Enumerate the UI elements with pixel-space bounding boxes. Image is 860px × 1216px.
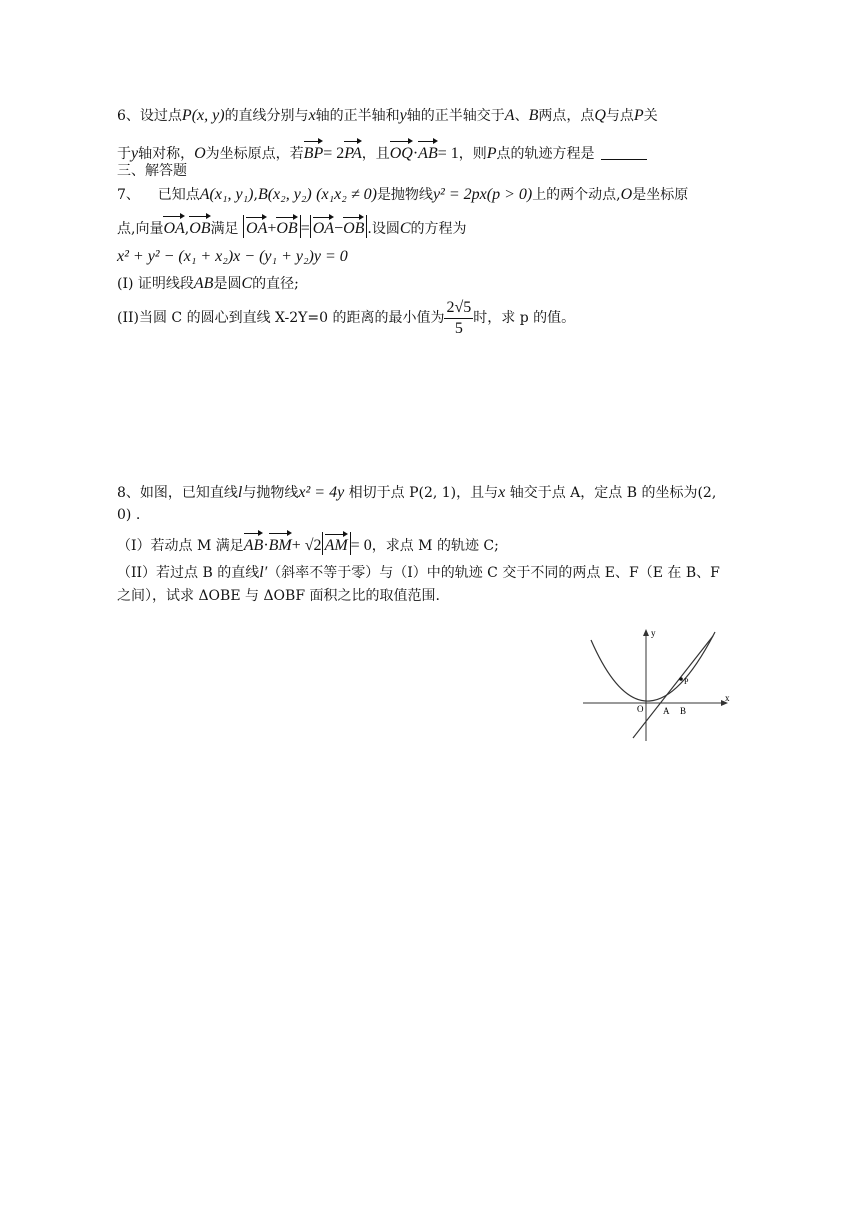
q7-text: 的直径; xyxy=(252,276,299,292)
q6-var-o: O xyxy=(194,145,206,162)
q6-text: 为坐标原点，若 xyxy=(205,146,304,162)
q7-number: 7、 xyxy=(117,187,140,203)
q7-line-1 xyxy=(117,185,688,205)
q6-var-y: y xyxy=(399,107,407,124)
q7-part-1 xyxy=(117,274,299,294)
q8-line-2: 0) . xyxy=(117,507,141,523)
vector-bp: BP xyxy=(304,139,324,164)
q7-text: 满足 xyxy=(210,221,239,237)
q7-text: 上的两个动点, xyxy=(532,187,621,203)
q7-var-o: O xyxy=(620,186,633,203)
vector-oq: OQ xyxy=(390,139,413,164)
q7-text: .设圆 xyxy=(367,221,400,237)
q6-var-x: x xyxy=(308,107,316,124)
vector-am: AM xyxy=(325,532,348,555)
q7-line-2 xyxy=(117,214,467,239)
segment-ab: AB xyxy=(193,275,214,292)
q6-var-p: P xyxy=(633,107,644,124)
q8-text: 相切于点 P(2, 1)，且与 xyxy=(348,485,499,501)
q7-condition: (x₁x₂ ≠ 0) xyxy=(316,186,377,203)
label-b: B xyxy=(680,706,687,716)
q6-var-p: P xyxy=(486,145,497,162)
dot-operator: · xyxy=(263,537,269,554)
q6-text: 于 xyxy=(117,146,131,162)
fraction xyxy=(444,298,473,339)
fraction-denominator: 5 xyxy=(454,319,463,337)
q7-text: 是坐标原 xyxy=(632,187,689,203)
q6-coords: (x, y) xyxy=(191,107,225,124)
vector-ob: OB xyxy=(189,214,210,239)
minus-operator: − xyxy=(334,220,344,237)
q8-part-1 xyxy=(117,531,499,556)
q6-text: 6、设过点 xyxy=(117,108,182,124)
line-l-prime: l′ xyxy=(259,564,268,581)
q8-text: 轴交于点 A，定点 B 的坐标为(2, xyxy=(509,485,717,501)
q8-text: 与抛物线 xyxy=(242,485,299,501)
q6-text: 轴对称， xyxy=(138,146,195,162)
vector-ob: OB xyxy=(343,215,364,238)
vector-pa: PA xyxy=(344,139,361,164)
q7-text: (I) 证明线段 xyxy=(117,276,194,292)
parabola-equation: y² = 2px(p > 0) xyxy=(432,186,533,203)
tangent-line xyxy=(633,636,713,738)
vector-oa: OA xyxy=(313,215,334,238)
label-p: P xyxy=(684,677,689,686)
q7-var-c: C xyxy=(241,275,253,292)
vector-ob: OB xyxy=(276,215,297,238)
abs-difference xyxy=(310,215,368,238)
q6-text: 与点 xyxy=(605,108,634,124)
q8-text: 8、如图，已知直线 xyxy=(117,485,238,501)
label-a: A xyxy=(663,706,670,716)
y-axis-arrow xyxy=(643,629,649,636)
plus-operator: + xyxy=(267,220,277,237)
vector-oa: OA xyxy=(163,214,184,239)
q6-text: ，且 xyxy=(361,146,390,162)
parabola-curve xyxy=(591,632,715,701)
q8-line-1 xyxy=(117,483,716,503)
q8-part-3: 之间），试求 ΔOBE 与 ΔOBF 面积之比的取值范围. xyxy=(117,588,440,604)
label-o: O xyxy=(637,704,644,714)
q6-text: 关 xyxy=(643,108,658,124)
q8-text: ，求点 M 的轨迹 C; xyxy=(371,538,499,554)
q7-text: , xyxy=(184,221,190,237)
q6-text: 、 xyxy=(514,108,529,124)
q6-text: 的直线分别与 xyxy=(224,108,309,124)
answer-blank xyxy=(601,145,647,160)
vector-oa: OA xyxy=(246,215,267,238)
equals-operator: = xyxy=(300,220,310,237)
q6-text: 轴的正半轴和 xyxy=(315,108,400,124)
vector-ab: AB xyxy=(244,531,264,556)
plus-sqrt2: + √2 xyxy=(291,537,322,554)
q6-line-1 xyxy=(117,106,658,126)
q7-var-c: C xyxy=(399,220,411,237)
point-p-marker xyxy=(679,677,683,681)
q6-text: 点的轨迹方程是 xyxy=(496,146,595,162)
abs-am xyxy=(322,532,351,555)
label-y: y xyxy=(651,628,656,638)
abs-sum xyxy=(243,215,301,238)
q6-var-a: A xyxy=(504,107,515,124)
q6-text: ，则 xyxy=(458,146,487,162)
q6-var-p: P xyxy=(181,107,192,124)
q7-text: (II)当圆 C 的圆心到直线 X-2Y=0 的距离的最小值为 xyxy=(117,310,445,326)
q8-var-x: x xyxy=(498,484,506,501)
q6-var-y: y xyxy=(131,145,139,162)
vector-bm: BM xyxy=(269,531,292,556)
parabola-equation: x² = 4y xyxy=(298,484,345,501)
q6-equals: = 1 xyxy=(437,145,459,162)
q6-line-2 xyxy=(117,139,647,164)
line-l: l xyxy=(237,484,243,501)
point-a: A(x₁, y₁) xyxy=(199,186,254,203)
q8-text: （I）若动点 M 满足 xyxy=(117,538,244,554)
parabola-tangent-figure xyxy=(583,628,733,743)
q7-part-2 xyxy=(117,296,575,340)
q6-var-q: Q xyxy=(594,107,606,124)
circle-equation: x² + y² − (x₁ + x₂)x − (y₁ + y₂)y = 0 xyxy=(117,248,348,265)
q8-part-2 xyxy=(117,563,720,583)
q7-text: 是抛物线 xyxy=(376,187,433,203)
q7-text: 时，求 p 的值。 xyxy=(473,310,576,326)
q7-text: 的方程为 xyxy=(410,221,467,237)
q6-equals: = 2 xyxy=(323,145,345,162)
fraction-numerator: 2√5 xyxy=(444,298,473,319)
q7-text: , xyxy=(253,187,258,203)
q8-text: （斜率不等于零）与（I）中的轨迹 C 交于不同的两点 E、F（E 在 B、F xyxy=(267,565,720,581)
section-heading: 三、解答题 xyxy=(117,163,187,179)
q7-circle-equation xyxy=(117,247,348,267)
q6-text: 两点，点 xyxy=(538,108,595,124)
point-b: B(x₂, y₂) xyxy=(257,186,312,203)
q6-var-b: B xyxy=(528,107,539,124)
vector-ab: AB xyxy=(418,139,438,164)
q7-text: 点,向量 xyxy=(117,221,164,237)
q6-text: 轴的正半轴交于 xyxy=(406,108,505,124)
q8-text: （II）若过点 B 的直线 xyxy=(117,565,260,581)
label-x: x xyxy=(725,693,730,703)
q7-text: 是圆 xyxy=(213,276,242,292)
equals-zero: = 0 xyxy=(350,537,372,554)
q7-text: 已知点 xyxy=(157,187,200,203)
dot-operator: · xyxy=(412,145,419,162)
